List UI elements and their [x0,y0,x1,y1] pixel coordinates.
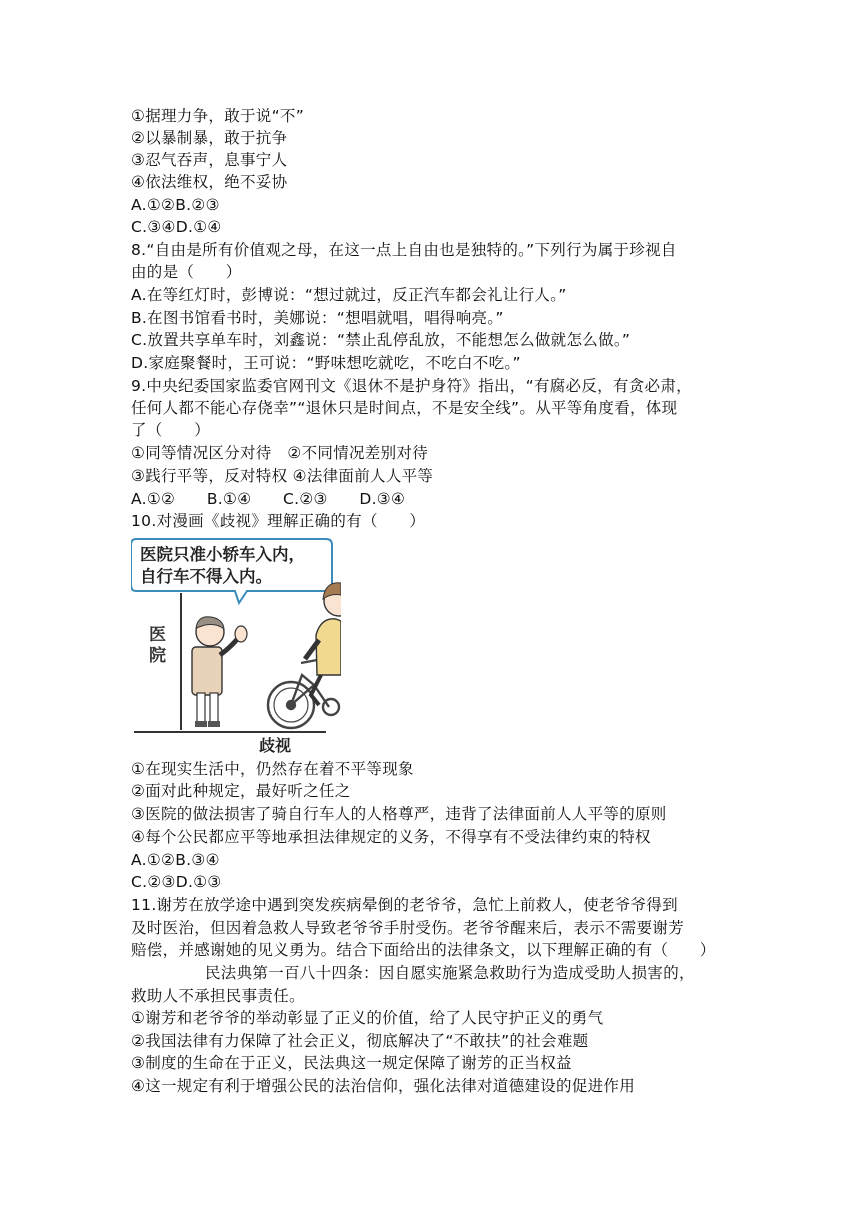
guard-figure [192,617,247,727]
q9-stem-line1: 9.中央纪委国家监委官网刊文《退休不是护身符》指出，“有腐必反，有贪必肃， [131,377,692,395]
q10-option-2: ②面对此种规定，最好听之任之 [131,782,351,800]
q7-option-4: ④依法维权，绝不妥协 [131,173,288,191]
bubble-line-1: 医院只准小轿车入内， [140,545,305,564]
q10-choices-cd: C.②③D.①③ [131,873,222,891]
q9-stem-line2: 任何人都不能心存侥幸”“退休只是时间点，不是安全线”。从平等角度看，体现 [131,399,678,417]
q8-stem-line2: 由的是（ ） [131,263,242,281]
q9-options-1-2: ①同等情况区分对待 ②不同情况差别对待 [131,444,428,462]
discrimination-cartoon [131,535,341,757]
q7-choices-ab: A.①②B.②③ [131,196,220,214]
q10-option-1: ①在现实生活中，仍然存在着不平等现象 [131,760,414,778]
q8-option-c: C.放置共享单车时，刘鑫说：“禁止乱停乱放，不能想怎么做就怎么做。” [131,331,631,349]
q8-stem-line1: 8.“自由是所有价值观之母，在这一点上自由也是独特的。”下列行为属于珍视自 [131,241,677,259]
q11-stem-line3: 赔偿，并感谢她的见义勇为。结合下面给出的法律条文，以下理解正确的有（ ） [131,941,716,959]
q7-option-3: ③忍气吞声，息事宁人 [131,151,288,169]
hospital-sign-char-1: 医 [149,625,166,645]
q10-option-3: ③医院的做法损害了骑自行车人的人格尊严，违背了法律面前人人平等的原则 [131,805,667,823]
q7-option-2: ②以暴制暴，敢于抗争 [131,129,288,147]
q7-option-1: ①据理力争，敢于说“不” [131,107,305,125]
cartoon-caption: 歧视 [259,736,292,755]
q11-option-2: ②我国法律有力保障了社会正义，彻底解决了“不敢扶”的社会难题 [131,1032,589,1050]
q9-choices: A.①② B.①④ C.②③ D.③④ [131,490,406,508]
q11-option-1: ①谢芳和老爷爷的举动彰显了正义的价值，给了人民守护正义的勇气 [131,1009,604,1027]
q11-stem-line1: 11.谢芳在放学途中遇到突发疾病晕倒的老爷爷，急忙上前救人，使老爷爷得到 [131,896,678,914]
q9-options-3-4: ③践行平等，反对特权 ④法律面前人人平等 [131,467,434,485]
q11-option-3: ③制度的生命在于正义，民法典这一规定保障了谢芳的正当权益 [131,1054,572,1072]
hospital-sign-char-2: 院 [149,646,166,666]
q7-choices-cd: C.③④D.①④ [131,218,222,236]
q10-stem: 10.对漫画《歧视》理解正确的有（ ） [131,512,426,530]
q8-option-a: A.在等红灯时，彭博说：“想过就过，反正汽车都会礼让行人。” [131,286,567,304]
bubble-line-2: 自行车不得入内。 [140,567,272,586]
q10-choices-ab: A.①②B.③④ [131,851,220,869]
q11-law-line2: 救助人不承担民事责任。 [131,987,305,1005]
q8-option-b: B.在图书馆看书时，美娜说：“想唱就唱，唱得响亮。” [131,309,504,327]
q11-option-4: ④这一规定有利于增强公民的法治信仰，强化法律对道德建设的促进作用 [131,1077,635,1095]
q11-law-line1: 民法典第一百八十四条：因自愿实施紧急救助行为造成受助人损害的， [205,964,695,982]
q10-option-4: ④每个公民都应平等地承担法律规定的义务，不得享有不受法律约束的特权 [131,828,651,846]
q11-stem-line2: 及时医治，但因着急救人导致老爷爷手肘受伤。老爷爷醒来后，表示不需要谢芳 [131,919,685,937]
q9-stem-line3: 了（ ） [131,421,211,439]
q8-option-d: D.家庭聚餐时，王可说：“野味想吃就吃，不吃白不吃。” [131,354,521,372]
